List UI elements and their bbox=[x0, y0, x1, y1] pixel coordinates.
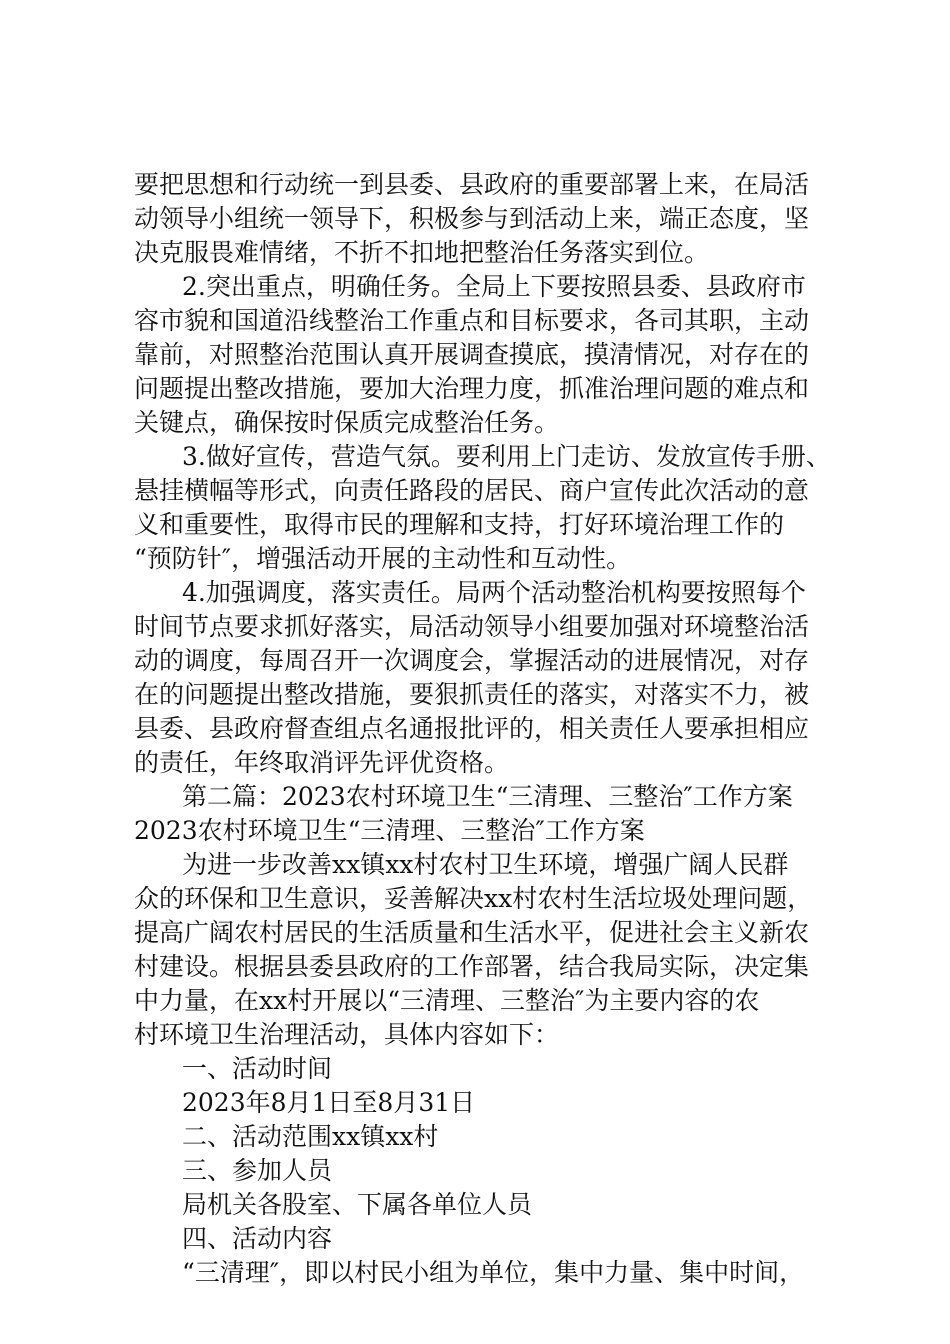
body-line: 为进一步改善xx镇xx村农村卫生环境，增强广阔人民群 bbox=[182, 850, 789, 879]
document-body bbox=[134, 168, 834, 1290]
body-line: “三清理″，即以村民小组为单位，集中力量、集中时间， bbox=[182, 1258, 805, 1287]
body-line: 关键点，确保按时保质完成整治任务。 bbox=[134, 408, 560, 437]
body-line: 动领导小组统一领导下，积极参与到活动上来，端正态度，坚 bbox=[134, 204, 810, 233]
body-line: 2023年8月1日至8月31日 bbox=[182, 1088, 476, 1117]
body-line: 中力量，在xx村开展以“三清理、三整治″为主要内容的农 bbox=[134, 986, 760, 1015]
body-line: 众的环保和卫生意识，妥善解决xx村农村生活垃圾处理问题， bbox=[134, 884, 813, 913]
body-line: 提高广阔农村居民的生活质量和生活水平，促进社会主义新农 bbox=[134, 918, 810, 947]
body-line: 局机关各股室、下属各单位人员 bbox=[182, 1190, 533, 1219]
body-line: 县委、县政府督查组点名通报批评的，相关责任人要承担相应 bbox=[134, 714, 810, 743]
body-line: 的责任，年终取消评先评优资格。 bbox=[134, 748, 510, 777]
body-line: 在的问题提出整改措施，要狠抓责任的落实，对落实不力，被 bbox=[134, 680, 810, 709]
section-heading-line: 一、活动时间 bbox=[182, 1054, 333, 1083]
body-line: 决克服畏难情绪，不折不扣地把整治任务落实到位。 bbox=[134, 238, 710, 267]
section-heading-line: 二、活动范围xx镇xx村 bbox=[182, 1122, 439, 1151]
body-line: 问题提出整改措施，要加大治理力度，抓准治理问题的难点和 bbox=[134, 374, 810, 403]
section-heading-line: 4.加强调度，落实责任。局两个活动整治机构要按照每个 bbox=[182, 578, 806, 607]
document-title-line: 2023农村环境卫生“三清理、三整治″工作方案 bbox=[134, 816, 645, 845]
body-line: 动的调度，每周召开一次调度会，掌握活动的进展情况，对存 bbox=[134, 646, 810, 675]
body-line: 村环境卫生治理活动，具体内容如下： bbox=[134, 1020, 560, 1049]
body-line: 悬挂横幅等形式，向责任路段的居民、商户宣传此次活动的意 bbox=[134, 476, 810, 505]
body-line: “预防针″，增强活动开展的主动性和互动性。 bbox=[134, 544, 632, 573]
body-line: 容市貌和国道沿线整治工作重点和目标要求，各司其职，主动 bbox=[134, 306, 810, 335]
body-line: 义和重要性，取得市民的理解和支持，打好环境治理工作的 bbox=[134, 510, 785, 539]
section-heading-line: 三、参加人员 bbox=[182, 1156, 333, 1185]
body-line: 时间节点要求抓好落实，局活动领导小组要加强对环境整治活 bbox=[134, 612, 810, 641]
section-heading-line: 3.做好宣传，营造气氛。要利用上门走访、发放宣传手册、 bbox=[182, 442, 831, 471]
body-line: 靠前，对照整治范围认真开展调查摸底，摸清情况，对存在的 bbox=[134, 340, 810, 369]
section-heading-line: 四、活动内容 bbox=[182, 1224, 333, 1253]
chapter-title-line: 第二篇：2023农村环境卫生“三清理、三整治″工作方案 bbox=[182, 782, 793, 811]
section-heading-line: 2.突出重点，明确任务。全局上下要按照县委、县政府市 bbox=[182, 272, 806, 301]
body-line: 要把思想和行动统一到县委、县政府的重要部署上来，在局活 bbox=[134, 170, 810, 199]
body-line: 村建设。根据县委县政府的工作部署，结合我局实际，决定集 bbox=[134, 952, 810, 981]
